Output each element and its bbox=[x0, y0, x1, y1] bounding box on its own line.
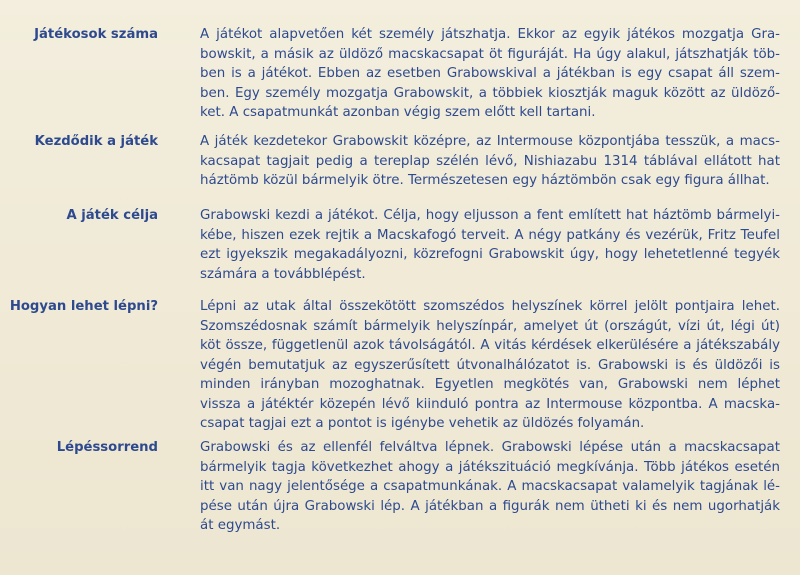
paragraph-line: kacsapat tagjait pedig a tereplap szélén lévő, Nishiazabu 1314 táblával ellátott hat bbox=[200, 153, 780, 169]
paragraph-order bbox=[200, 438, 780, 536]
paragraph-goal bbox=[200, 206, 780, 284]
paragraph-line: bowskit, a másik az üldöző macskacsapat öt figuráját. Ha úgy alakul, játszhatják töb- bbox=[200, 46, 780, 62]
heading-order: Lépéssorrend bbox=[56, 440, 158, 455]
paragraph-line: A játékot alapvetően két személy játszhatja. Ekkor az egyik játékos mozgatja Gra- bbox=[200, 27, 780, 42]
paragraph-line: kébe, hiszen ezek rejtik a Macskafogó terveit. A négy patkány és vezérük, Fritz Teufel bbox=[200, 227, 780, 243]
paragraph-line: Szomszédosnak számít bármelyik helyszínpár, amelyet út (országút, vízi út, légi út) bbox=[200, 318, 780, 334]
heading-start: Kezdődik a játék bbox=[34, 134, 158, 149]
paragraph-line: ben. Egy személy mozgatja Grabowskit, a többiek kiosztják maguk között az üldöző- bbox=[200, 85, 780, 101]
paragraph-line: Lépni az utak által összekötött szomszédos helyszínek körrel jelölt pontjaira lehet. bbox=[200, 299, 780, 314]
paragraph-line: végén bemutatjuk az egyszerűsített útvonalhálózatot is. Grabowski is és üldözői is bbox=[200, 357, 780, 373]
paragraph-line: Grabowski és az ellenfél felváltva lépnek. Grabowski lépése után a macskacsapat bbox=[200, 440, 780, 455]
paragraph-line: ezt igyekszik megakadályozni, közrefogni Grabowskit úgy, hogy lehetetlenné tegyék bbox=[200, 247, 780, 262]
paragraph-line: ket. A csapatmunkát azonban végig szem előtt kell tartani. bbox=[200, 105, 596, 120]
paragraph-line: vissza a játéktér közepén lévő kiinduló pontra az Intermouse központba. A macska- bbox=[200, 396, 780, 412]
paragraph-line: Grabowski kezdi a játékot. Célja, hogy eljusson a fent említett hat háztömb bármelyi- bbox=[200, 208, 780, 223]
paragraph-players bbox=[200, 25, 780, 123]
paragraph-line: minden irányban mozoghatnak. Egyetlen megkötés van, Grabowski nem léphet bbox=[200, 377, 780, 392]
paragraph-line: pése után újra Grabowski lép. A játékban a figurák nem ütheti ki és nem ugorhatják bbox=[200, 498, 780, 514]
paragraph-line: számára a továbblépést. bbox=[200, 266, 366, 282]
paragraph-line: háztömb közül bármelyik ötre. Természetesen egy háztömbön csak egy figura állhat. bbox=[200, 173, 770, 188]
heading-players: Játékosok száma bbox=[34, 27, 158, 42]
paragraph-line: csapat tagjai ezt a pontot is igénybe vehetik az üldözés folyamán. bbox=[200, 416, 645, 431]
paragraph-line: át egymást. bbox=[200, 518, 281, 533]
paragraph-line: A játék kezdetekor Grabowskit középre, az Intermouse központjába tesszük, a macs- bbox=[200, 134, 780, 149]
paragraph-line: itt van nagy jelentősége a csapatmunkának. A macskacsapat valamelyik tagjának lé- bbox=[200, 479, 780, 494]
paragraph-moves bbox=[200, 297, 780, 434]
heading-moves: Hogyan lehet lépni? bbox=[9, 299, 158, 314]
paragraph-line: köt össze, függetlenül azok távolságától. A vitás kérdések elkerülésére a játékszabály bbox=[200, 338, 780, 353]
paragraph-line: bármelyik tagja következhet ahogy a játékszituáció megkívánja. Több játékos esetén bbox=[200, 459, 780, 475]
heading-goal: A játék célja bbox=[66, 208, 158, 223]
paragraph-line: ben is a játékot. Ebben az esetben Grabowskival a játékban is egy csapat áll szem- bbox=[200, 66, 780, 81]
paragraph-start bbox=[200, 132, 780, 191]
